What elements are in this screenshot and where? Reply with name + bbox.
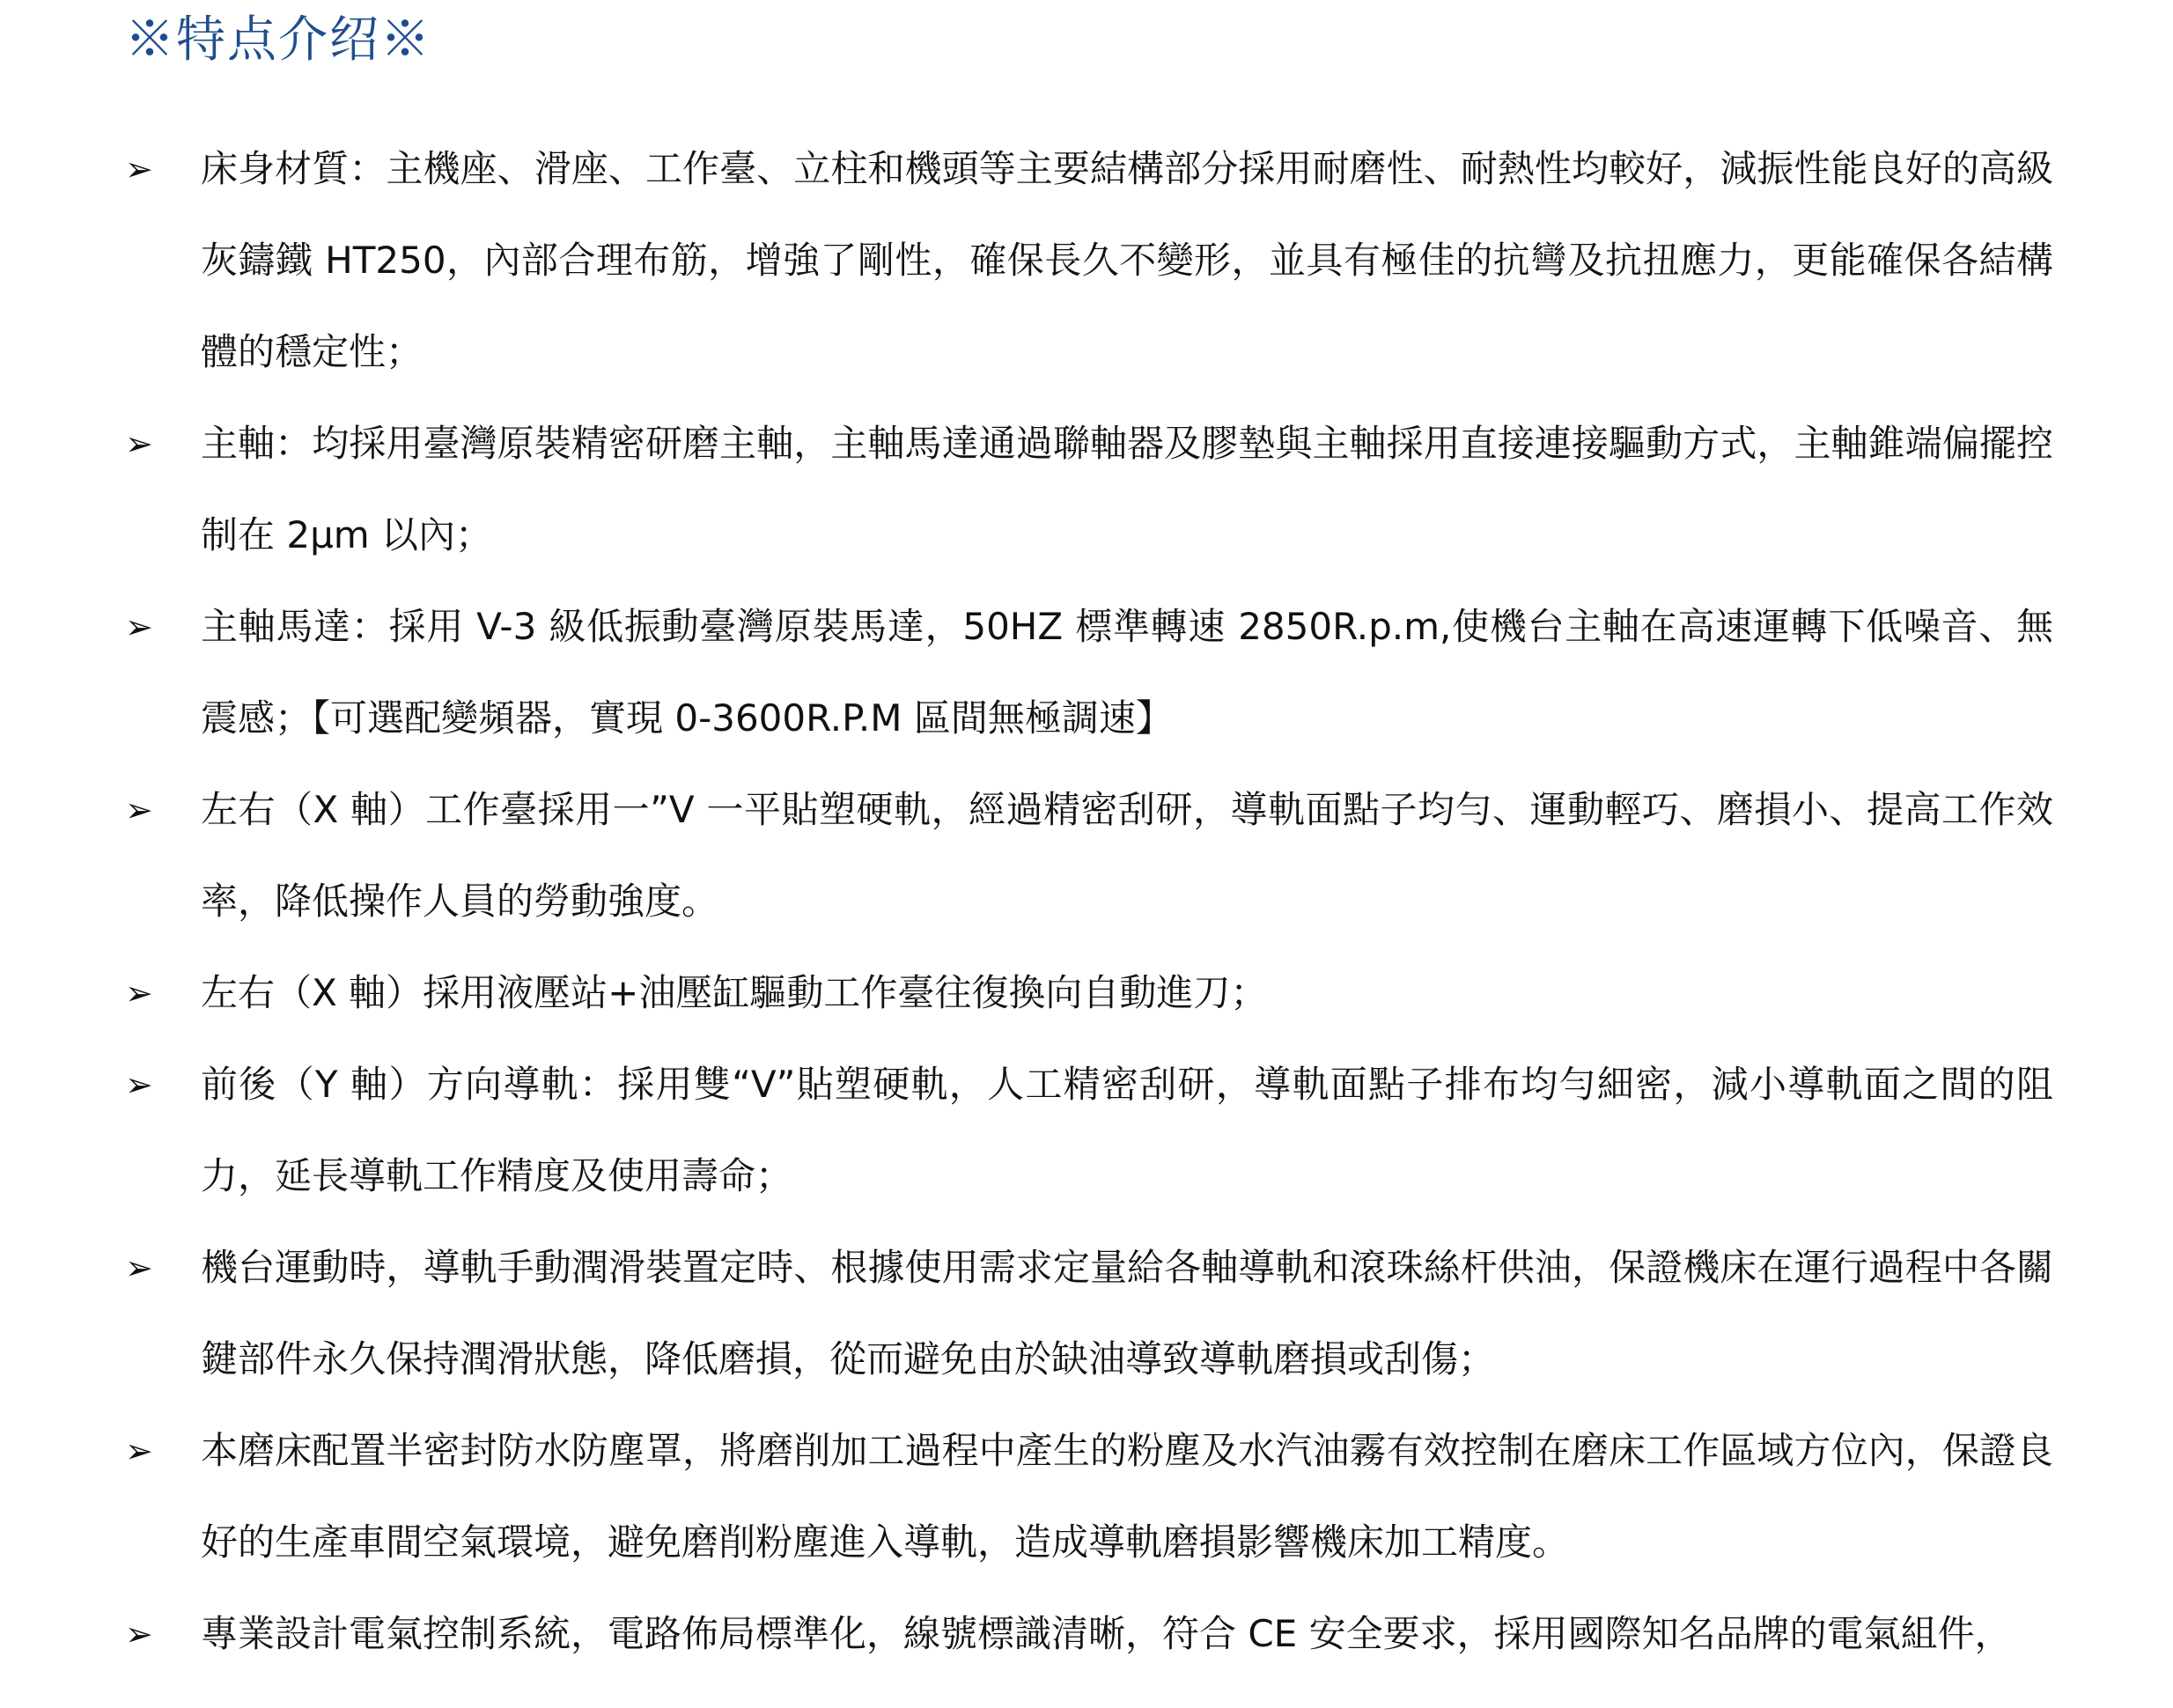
list-item: [125, 1405, 2053, 1588]
arrow-bullet-icon: ➢: [125, 1615, 153, 1653]
list-item-text: 機台運動時，導軌手動潤滑裝置定時、根據使用需求定量給各軸導軌和滾珠絲杆供油，保證機床在運行過程中各關鍵部件永久保持潤滑狀態，降低磨損，從而避免由於缺油導致導軌磨損或刮傷；: [201, 1246, 2053, 1380]
list-item: [125, 1588, 2053, 1680]
list-item: [125, 764, 2053, 947]
list-item: [125, 1039, 2053, 1222]
list-item: [125, 581, 2053, 764]
list-item: [125, 947, 2053, 1039]
arrow-bullet-icon: ➢: [125, 424, 153, 463]
list-item: [125, 123, 2053, 398]
list-item-text: 專業設計電氣控制系統，電路佈局標準化，線號標識清晰，符合 CE 安全要求，採用國際知名品牌的電氣組件，: [201, 1612, 2012, 1655]
list-item-text: 左右（X 軸）工作臺採用一”V 一平貼塑硬軌，經過精密刮研，導軌面點子均勻、運動輕巧、磨損小、提高工作效率，降低操作人員的勞動強度。: [201, 788, 2053, 923]
section-title: ※特点介绍※: [125, 11, 431, 69]
list-item-text: 主軸馬達：採用 V-3 級低振動臺灣原裝馬達，50HZ 標準轉速 2850R.p.m,使機台主軸在高速運轉下低噪音、無震感；【可選配變頻器，實現 0-3600R.P.M 區間無極調速】: [201, 605, 2053, 740]
arrow-bullet-icon: ➢: [125, 974, 153, 1012]
list-item-text: 左右（X 軸）採用液壓站+油壓缸驅動工作臺往復換向自動進刀；: [201, 971, 1268, 1014]
arrow-bullet-icon: ➢: [125, 791, 153, 829]
list-item: [125, 398, 2053, 581]
arrow-bullet-icon: ➢: [125, 150, 153, 188]
arrow-bullet-icon: ➢: [125, 1248, 153, 1287]
list-item-text: 床身材質：主機座、滑座、工作臺、立柱和機頭等主要結構部分採用耐磨性、耐熱性均較好，減振性能良好的高級灰鑄鐵 HT250，內部合理布筋，增強了剛性，確保長久不變形，並具有極佳的抗彎及抗扭應力，更能確保各結構體的穩定性；: [201, 147, 2053, 373]
list-item: [125, 1222, 2053, 1405]
arrow-bullet-icon: ➢: [125, 1065, 153, 1104]
feature-list: [125, 123, 2053, 1680]
list-item-text: 本磨床配置半密封防水防塵罩，將磨削加工過程中產生的粉塵及水汽油霧有效控制在磨床工作區域方位內，保證良好的生產車間空氣環境，避免磨削粉塵進入導軌，造成導軌磨損影響機床加工精度。: [201, 1429, 2053, 1564]
arrow-bullet-icon: ➢: [125, 607, 153, 646]
arrow-bullet-icon: ➢: [125, 1432, 153, 1470]
list-item-text: 主軸：均採用臺灣原裝精密研磨主軸，主軸馬達通過聯軸器及膠墊與主軸採用直接連接驅動方式，主軸錐端偏擺控制在 2μm 以內；: [201, 422, 2053, 556]
list-item-text: 前後（Y 軸）方向導軌：採用雙“V”貼塑硬軌，人工精密刮研，導軌面點子排布均勻細密，減小導軌面之間的阻力，延長導軌工作精度及使用壽命；: [201, 1063, 2053, 1197]
